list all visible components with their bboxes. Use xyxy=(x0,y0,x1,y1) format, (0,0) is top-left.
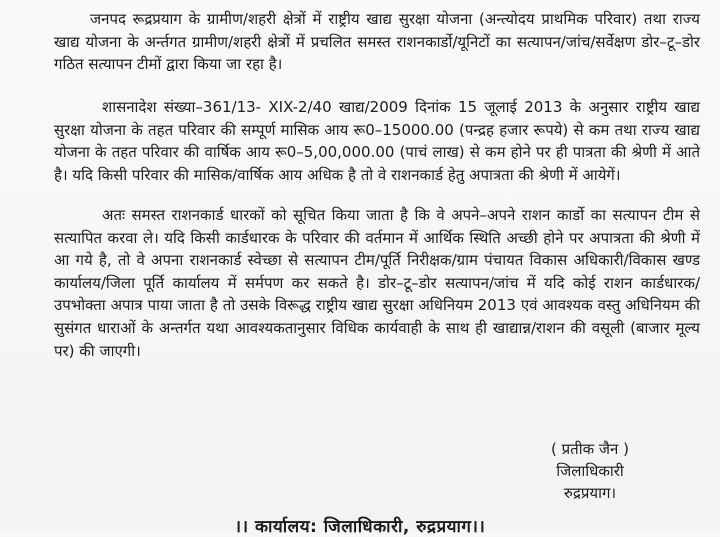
signatory-designation: जिलाधिकारी xyxy=(556,462,624,480)
paragraph-3-text: अतः समस्त राशनकार्ड धारकों को सूचित किया जाता है कि वे अपने–अपने राशन कार्डो का सत्यापन टीम से सत्यापित करवा ले। यदि किसी कार्डधारक के परिवार की वर्तमान में आर्थिक स्थिति अच्छी होने पर अपात्रता की श्रेणी में आ गये है, तो वे अपना राशनकार्ड स्वेच्छा से सत्यापन टीम/पूर्ति निरीक्षक/ग्राम पंचायत विकास अधिकारी/विकास खण्ड कार्यालय/जिला पूर्ति कार्यालय में सर्मपण कर सकते है। डोर–टू–डोर सत्यापन/जांच में यदि कोई राशन कार्डधारक/उपभोक्ता अपात्र पाया जाता है तो उसके विरूद्ध राष्ट्रीय खाद्य सुरक्षा अधिनियम 2013 एवं आवश्यक वस्तु अधिनियम की सुसंगत धाराओं के अन्तर्गत यथा आवश्यकतानुसार विधिक कार्यवाही के साथ ही खाद्यान्न/राशन की वसूली (बाजार मूल्य पर) की जाएगी। xyxy=(54,206,700,360)
paragraph-1-text: जनपद रूद्रप्रयाग के ग्रामीण/शहरी क्षेत्रों में राष्ट्रीय खाद्य सुरक्षा योजना (अन्त्योदय प्राथमिक परिवार) तथा राज्य खाद्य योजना के अर्न्तगत ग्रामीण/शहरी क्षेत्रों में प्रचलित समस्त राशनकार्डो/यूनिटों का सत्यापन/जांच/सर्वेक्षण डोर–टू–डोर गठित सत्यापन टीमों द्वारा किया जा रहा है। xyxy=(54,10,700,74)
notice-paragraph-2 xyxy=(54,96,700,186)
paragraph-2-text: शासनादेश संख्या–361/13- XIX-2/40 खाद्य/2009 दिनांक 15 जूलाई 2013 के अनुसार राष्ट्रीय खाद्य सुरक्षा योजना के तहत परिवार की सम्पूर्ण मासिक आय रू0–15000.00 (पन्द्रह हजार रूपये) से कम तथा राज्य खाद्य योजना के तहत परिवार की वार्षिक आय रू0–5,00,000.00 (पाचं लाख) से कम होने पर ही पात्रता की श्रेणी में आते है। यदि किसी परिवार की मासिक/वार्षिक आय अधिक है तो वे राशनकार्ड हेतु अपात्रता की श्रेणी में आयेगें। xyxy=(54,98,700,184)
notice-paragraph-3 xyxy=(54,204,700,362)
notice-paragraph-1 xyxy=(54,8,700,76)
signatory-name: ( प्रतीक जैन ) xyxy=(551,440,629,458)
signature-block xyxy=(520,438,660,504)
signatory-place: रुद्रप्रयाग। xyxy=(563,484,617,502)
office-footer: ।। कार्यालय: जिलाधिकारी, रुद्रप्रयाग।। xyxy=(234,517,486,537)
